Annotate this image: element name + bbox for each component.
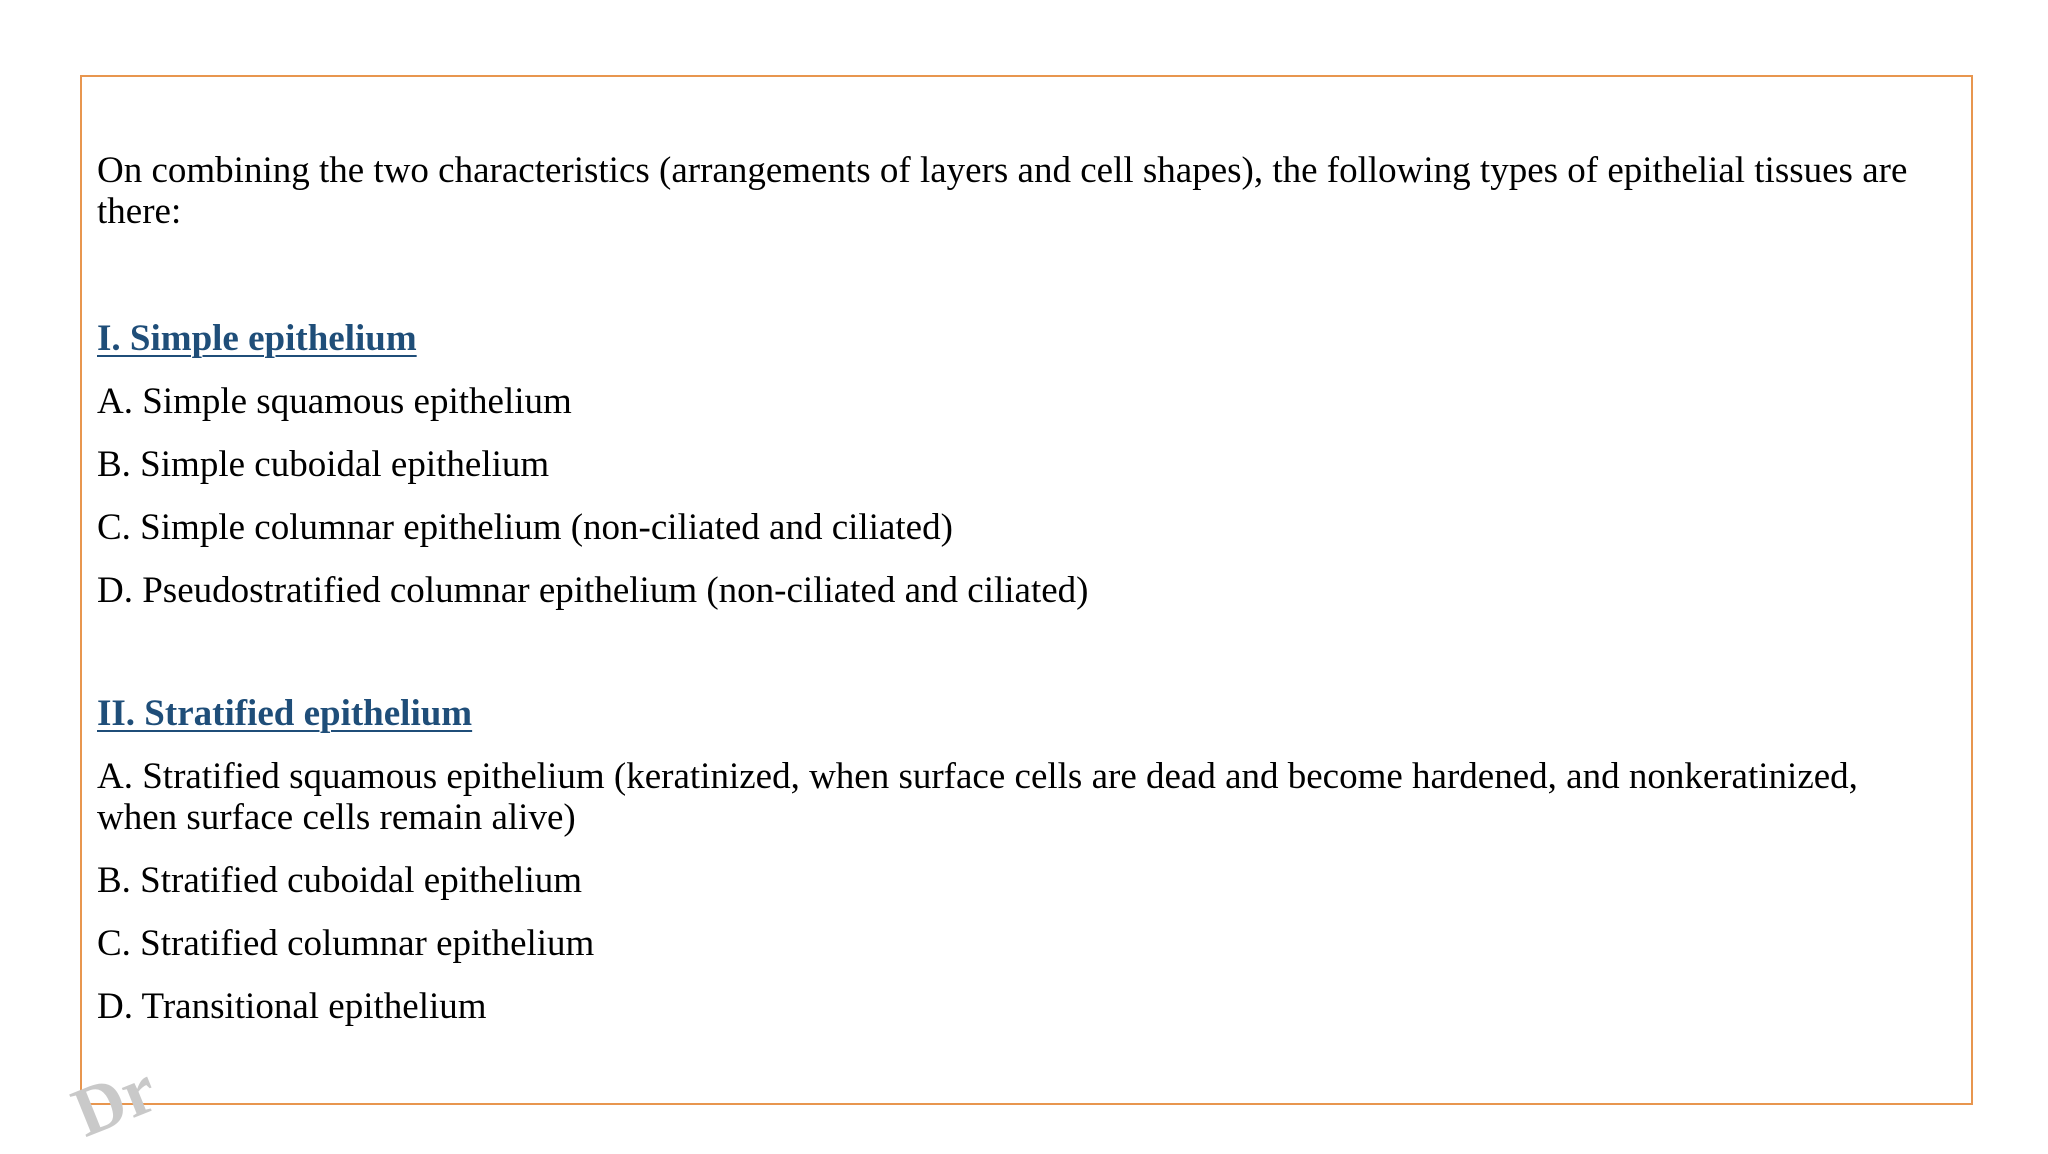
list-item: A. Stratified squamous epithelium (keratinized, when surface cells are dead and become hardened, and nonkeratinized, when surface cells remain alive) <box>97 756 1858 838</box>
document-body <box>97 150 1947 1027</box>
watermark: Dr <box>62 1050 167 1153</box>
list-item: C. Simple columnar epithelium (non-ciliated and ciliated) <box>97 507 953 548</box>
section-heading-stratified: II. Stratified epithelium <box>97 693 473 734</box>
list-item: D. Pseudostratified columnar epithelium (non-ciliated and ciliated) <box>97 570 1089 611</box>
list-item: C. Stratified columnar epithelium <box>97 923 595 964</box>
section-heading-simple: I. Simple epithelium <box>97 318 417 359</box>
list-item: B. Simple cuboidal epithelium <box>97 444 550 485</box>
list-item: D. Transitional epithelium <box>97 986 487 1027</box>
list-item: B. Stratified cuboidal epithelium <box>97 860 583 901</box>
intro-paragraph: On combining the two characteristics (arrangements of layers and cell shapes), the following types of epithelial tissues are there: <box>97 150 1908 232</box>
list-item: A. Simple squamous epithelium <box>97 381 572 422</box>
